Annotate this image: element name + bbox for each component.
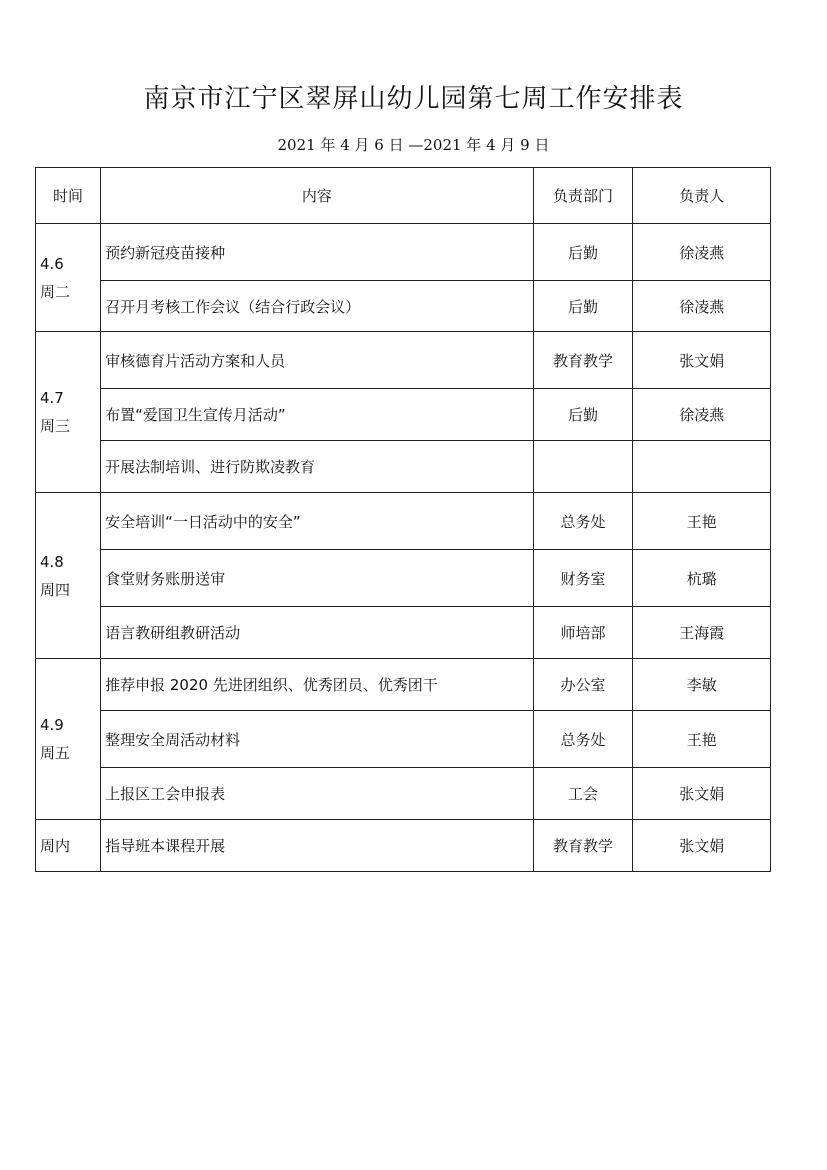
table-row <box>36 224 771 281</box>
day-weekday: 周二 <box>40 282 71 301</box>
task-dept: 办公室 <box>533 659 633 711</box>
task-dept: 教育教学 <box>533 332 633 389</box>
task-dept: 后勤 <box>533 224 633 281</box>
task-person: 张文娟 <box>633 820 771 872</box>
task-person: 王海霞 <box>633 607 771 659</box>
task-dept <box>533 441 633 493</box>
day-cell-tue <box>36 224 101 332</box>
task-person: 徐凌燕 <box>633 389 771 441</box>
task-person: 王艳 <box>633 711 771 768</box>
day-cell-week <box>36 820 101 872</box>
task-person: 张文娟 <box>633 768 771 820</box>
task-content: 开展法制培训、进行防欺凌教育 <box>101 441 534 493</box>
task-dept: 总务处 <box>533 711 633 768</box>
task-person: 李敏 <box>633 659 771 711</box>
day-date: 4.6 <box>40 254 64 273</box>
task-person: 杭璐 <box>633 550 771 607</box>
schedule-table <box>35 167 771 872</box>
day-weekday: 周内 <box>40 836 71 855</box>
table-row <box>36 332 771 389</box>
date-range: 2021 年 4 月 6 日 —2021 年 4 月 9 日 <box>277 136 550 154</box>
page-title: 南京市江宁区翠屏山幼儿园第七周工作安排表 <box>143 84 684 114</box>
task-content: 上报区工会申报表 <box>101 768 534 820</box>
day-cell-wed <box>36 332 101 493</box>
day-weekday: 周三 <box>40 417 71 435</box>
table-row <box>36 820 771 872</box>
table-row <box>36 768 771 820</box>
task-person: 徐凌燕 <box>633 224 771 281</box>
table-row <box>36 389 771 441</box>
task-content: 布置“爱国卫生宣传月活动” <box>101 389 534 441</box>
day-date: 4.7 <box>40 389 64 407</box>
table-row <box>36 550 771 607</box>
day-date: 4.8 <box>40 552 64 571</box>
header-time: 时间 <box>36 168 101 224</box>
table-row <box>36 493 771 550</box>
table-row <box>36 711 771 768</box>
table-row <box>36 607 771 659</box>
task-dept: 总务处 <box>533 493 633 550</box>
header-row <box>36 168 771 224</box>
task-dept: 后勤 <box>533 389 633 441</box>
task-dept: 后勤 <box>533 281 633 332</box>
task-content: 审核德育片活动方案和人员 <box>101 332 534 389</box>
task-content: 指导班本课程开展 <box>101 820 534 872</box>
task-person: 王艳 <box>633 493 771 550</box>
task-dept: 财务室 <box>533 550 633 607</box>
task-dept: 工会 <box>533 768 633 820</box>
task-content: 语言教研组教研活动 <box>101 607 534 659</box>
day-cell-fri <box>36 659 101 820</box>
header-dept: 负责部门 <box>533 168 633 224</box>
task-content: 预约新冠疫苗接种 <box>101 224 534 281</box>
task-content: 安全培训“一日活动中的安全” <box>101 493 534 550</box>
task-content: 推荐申报 2020 先进团组织、优秀团员、优秀团干 <box>101 659 534 711</box>
task-content: 整理安全周活动材料 <box>101 711 534 768</box>
table-row <box>36 659 771 711</box>
task-dept: 师培部 <box>533 607 633 659</box>
table-row <box>36 441 771 493</box>
day-weekday: 周四 <box>40 580 71 599</box>
task-dept: 教育教学 <box>533 820 633 872</box>
task-person: 张文娟 <box>633 332 771 389</box>
task-person: 徐凌燕 <box>633 281 771 332</box>
day-cell-thu <box>36 493 101 659</box>
task-content: 食堂财务账册送审 <box>101 550 534 607</box>
task-content: 召开月考核工作会议（结合行政会议） <box>101 281 534 332</box>
day-date: 4.9 <box>40 716 64 734</box>
task-person <box>633 441 771 493</box>
header-person: 负责人 <box>633 168 771 224</box>
header-content: 内容 <box>101 168 534 224</box>
day-weekday: 周五 <box>40 744 71 762</box>
table-row <box>36 281 771 332</box>
